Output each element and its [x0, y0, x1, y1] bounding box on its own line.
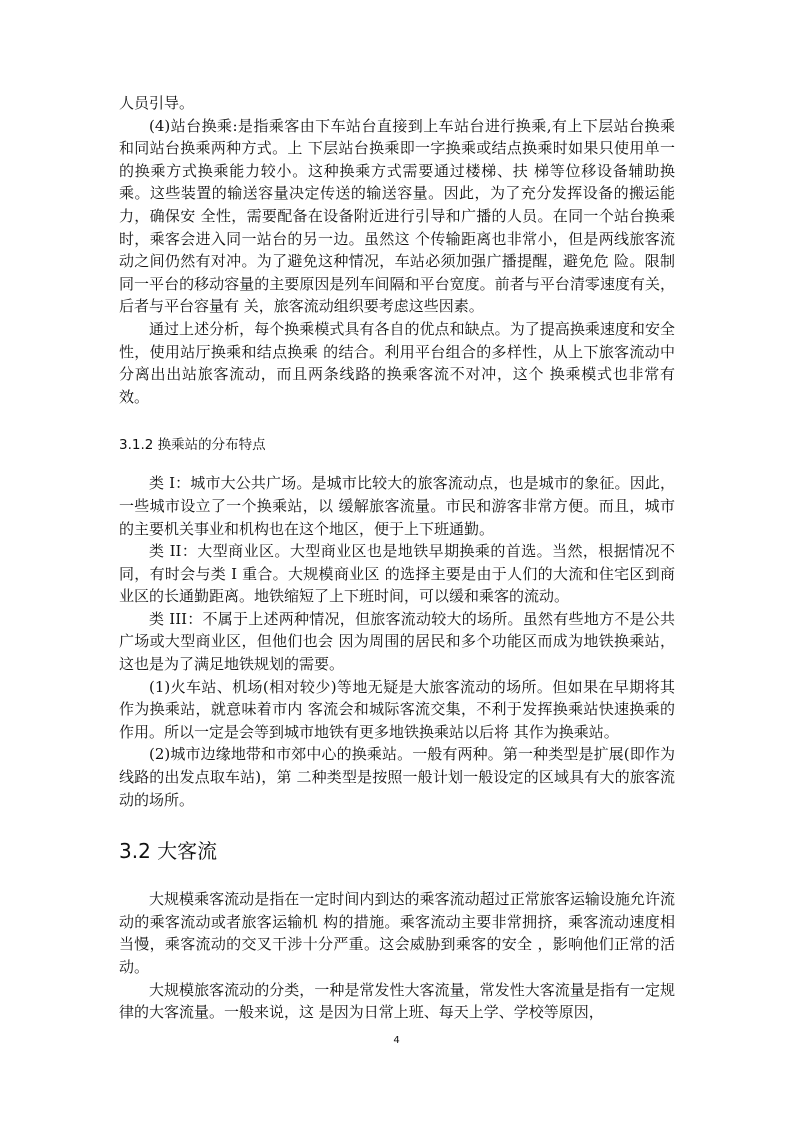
page-number: 4	[393, 1035, 400, 1046]
paragraph-large-flow-classification: 大规模旅客流动的分类，一种是常发性大客流量，常发性大客流量是指有一定规律的大客流量。一般来说，这 是因为日常上班、每天上学、学校等原因，	[119, 980, 675, 1022]
section-heading-3-2: 3.2 大客流	[119, 839, 218, 864]
section-heading-3-1-2: 3.1.2 换乘站的分布特点	[119, 437, 266, 454]
paragraph-item-2: (2)城市边缘地带和市郊中心的换乘站。一般有两种。第一种类型是扩展(即作为线路的出发点取车站)，第 二种类型是按照一般计划一般设定的区域具有大的旅客流动的场所。	[119, 745, 675, 809]
paragraph-transfer-summary: 通过上述分析，每个换乘模式具有各自的优点和缺点。为了提高换乘速度和安全性，使用站厅换乘和结点换乘 的结合。利用平台组合的多样性，从上下旅客流动中分离出出站旅客流动，而且两条线路的换乘客流不对冲，这个 换乘模式也非常有效。	[119, 319, 675, 406]
paragraph-type-2: 类 II：大型商业区。大型商业区也是地铁早期换乘的首选。当然，根据情况不同，有时会与类 I 重合。大规模商业区 的选择主要是由于人们的大流和住宅区到商业区的长通勤距离。地铁缩短了上下班时间，可以缓和乘客的流动。	[119, 542, 675, 606]
paragraph-type-1: 类 I：城市大公共广场。是城市比较大的旅客流动点，也是城市的象征。因此，一些城市设立了一个换乘站，以 缓解旅客流量。市民和游客非常方便。而且，城市的主要机关事业和机构也在这个地区，便于上下班通勤。	[119, 474, 675, 538]
page-content	[119, 92, 675, 1024]
paragraph-item-1: (1)火车站、机场(相对较少)等地无疑是大旅客流动的场所。但如果在早期将其作为换乘站，就意味着市内 客流会和城际客流交集，不利于发挥换乘站快速换乘的作用。所以一定是会等到城市地铁有更多地铁换乘站以后将 其作为换乘站。	[119, 677, 675, 741]
paragraph-large-flow-definition: 大规模乘客流动是指在一定时间内到达的乘客流动超过正常旅客运输设施允许流动的乘客流动或者旅客运输机 构的措施。乘客流动主要非常拥挤，乘客流动速度相当慢，乘客流动的交叉干涉十分严重。这会威胁到乘客的安全 ，影响他们正常的活动。	[119, 890, 675, 976]
paragraph-type-3: 类 III：不属于上述两种情况，但旅客流动较大的场所。虽然有些地方不是公共广场或大型商业区，但他们也会 因为周围的居民和多个功能区而成为地铁换乘站，这也是为了满足地铁规划的需要。	[119, 609, 675, 674]
paragraph-platform-transfer: (4)站台换乘:是指乘客由下车站台直接到上车站台进行换乘,有上下层站台换乘和同站台换乘两种方式。上 下层站台换乘即一字换乘或结点换乘时如果只使用单一的换乘方式换乘能力较小。这种换乘方式需要通过楼梯、扶 梯等位移设备辅助换乘。这些装置的输送容量决定传送的输送容量。因此，为了充分发挥设备的搬运能力，确保安 全性，需要配备在设备附近进行引导和广播的人员。在同一个站台换乘时，乘客会进入同一站台的另一边。虽然这 个传输距离也非常小，但是两线旅客流动之间仍然有对冲。为了避免这种情况，车站必须加强广播提醒，避免危 险。限制同一平台的移动容量的主要原因是列车间隔和平台宽度。前者与平台清零速度有关，后者与平台容量有 关，旅客流动组织要考虑这些因素。	[119, 116, 675, 316]
paragraph-continuation: 人员引导。	[119, 94, 195, 112]
